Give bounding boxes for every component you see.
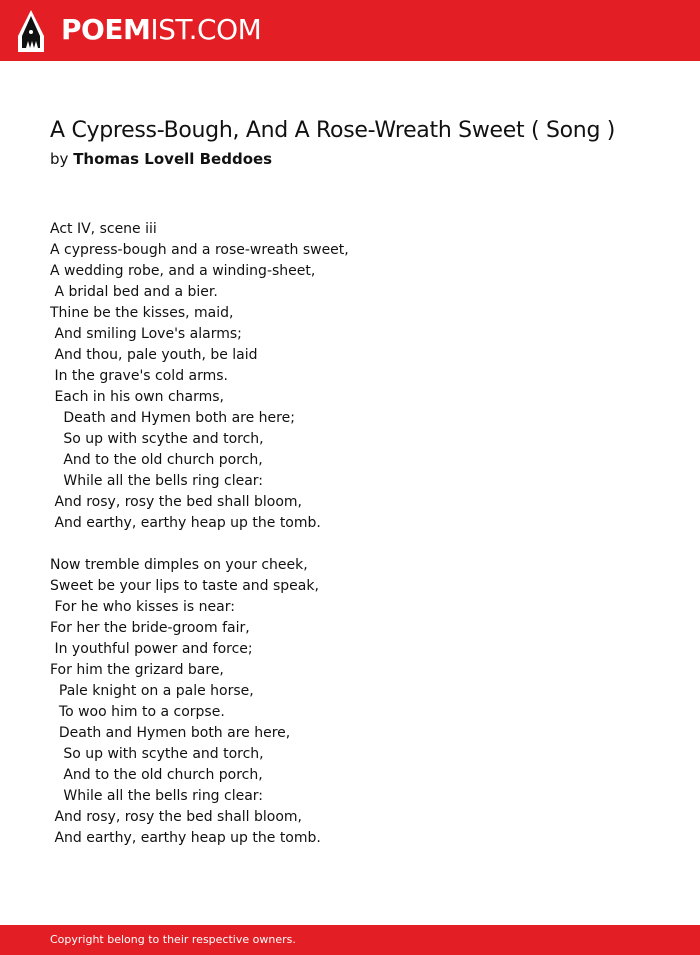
poem-line: So up with scythe and torch,	[50, 431, 264, 447]
poem-line: While all the bells ring clear:	[50, 788, 264, 804]
poem-line: Pale knight on a pale horse,	[50, 683, 254, 699]
poem-body	[50, 219, 670, 849]
poem-line: And earthy, earthy heap up the tomb.	[50, 830, 321, 846]
site-logo[interactable]	[61, 12, 261, 48]
poem-line: Death and Hymen both are here,	[50, 725, 291, 741]
poem-line: A bridal bed and a bier.	[50, 284, 218, 300]
poem-line: Sweet be your lips to taste and speak,	[50, 578, 319, 594]
poem-line: A cypress-bough and a rose-wreath sweet,	[50, 242, 349, 258]
poem-line: And to the old church porch,	[50, 452, 263, 468]
pen-nib-icon[interactable]	[18, 10, 44, 52]
copyright-text: Copyright belong to their respective owners.	[50, 933, 296, 946]
poem-line: So up with scythe and torch,	[50, 746, 264, 762]
poem-line: And rosy, rosy the bed shall bloom,	[50, 809, 303, 825]
poem-line: And smiling Love's alarms;	[50, 326, 242, 342]
logo-text-bold: POEM	[61, 13, 151, 46]
site-header	[0, 0, 700, 61]
poem-line: In youthful power and force;	[50, 641, 253, 657]
poem-byline	[50, 148, 272, 170]
poem-line: And rosy, rosy the bed shall bloom,	[50, 494, 303, 510]
poem-line: Death and Hymen both are here;	[50, 410, 295, 426]
poem-line: For him the grizard bare,	[50, 662, 224, 678]
poem-line: And earthy, earthy heap up the tomb.	[50, 515, 321, 531]
poem-line: For he who kisses is near:	[50, 599, 235, 615]
poem-line: Each in his own charms,	[50, 389, 224, 405]
poem-line: A wedding robe, and a winding-sheet,	[50, 263, 316, 279]
poem-line: Now tremble dimples on your cheek,	[50, 557, 308, 573]
stanza-gap	[50, 534, 670, 555]
poem-line: Thine be the kisses, maid,	[50, 305, 234, 321]
poem-title: A Cypress-Bough, And A Rose-Wreath Sweet ( Song )	[50, 118, 616, 143]
poem-line: And to the old church porch,	[50, 767, 263, 783]
poem-line: For her the bride-groom fair,	[50, 620, 250, 636]
poem-line: And thou, pale youth, be laid	[50, 347, 258, 363]
by-label: by	[50, 150, 69, 168]
poem-author: Thomas Lovell Beddoes	[73, 150, 273, 168]
poem-line: To woo him to a corpse.	[50, 704, 225, 720]
poem-line: While all the bells ring clear:	[50, 473, 264, 489]
poem-line: In the grave's cold arms.	[50, 368, 229, 384]
site-footer	[0, 925, 700, 955]
logo-text-light: IST.COM	[150, 13, 262, 46]
poem-line: Act IV, scene iii	[50, 221, 157, 237]
